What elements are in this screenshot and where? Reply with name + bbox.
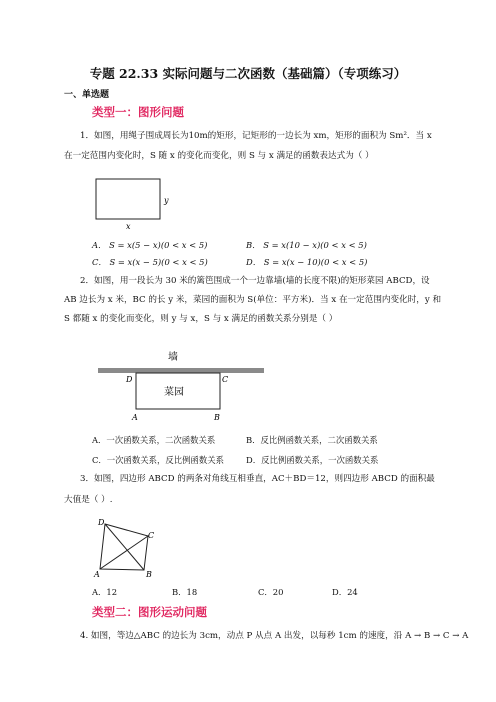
q1-option-b[interactable]: B． S = x(10 − x)(0 < x < 5) xyxy=(246,240,367,250)
q3-fig-a: A xyxy=(94,570,100,578)
q2-line2: AB 边长为 x 米，BC 的长 y 米，菜园的面积为 S(单位：平方米)．当 x 在一定范围内变化时，y 和 xyxy=(64,295,442,305)
q3-option-b[interactable]: B．18 xyxy=(172,587,198,597)
q3-option-a[interactable]: A．12 xyxy=(92,587,118,597)
q1-option-d[interactable]: D． S = x(x − 10)(0 < x < 5) xyxy=(246,257,368,267)
q2-fig-c: C xyxy=(222,375,229,384)
q3-diagonal-bd xyxy=(105,524,144,570)
q2-option-a[interactable]: A．一次函数关系，二次函数关系 xyxy=(92,435,216,445)
q1-rectangle-figure xyxy=(90,175,190,235)
q2-option-d[interactable]: D．反比例函数关系，一次函数关系 xyxy=(246,455,379,465)
q2-line1: 2．如图，用一段长为 30 米的篱笆围成一个一边靠墙(墙的长度不限)的矩形菜园 ABCD，设 xyxy=(80,276,430,286)
q1-option-c[interactable]: C． S = x(x − 5)(0 < x < 5) xyxy=(92,257,208,267)
q1-option-a[interactable]: A． S = x(5 − x)(0 < x < 5) xyxy=(92,240,208,250)
section-heading: 一、单选题 xyxy=(64,90,110,100)
q2-garden-figure xyxy=(92,348,272,424)
q2-line3: S 都随 x 的变化而变化，则 y 与 x，S 与 x 满足的函数关系分别是（ ） xyxy=(64,314,338,324)
q2-fig-a: A xyxy=(132,413,138,422)
type-heading-2: 类型二：图形运动问题 xyxy=(92,605,207,619)
page-title: 专题 22.33 实际问题与二次函数（基础篇）（专项练习） xyxy=(89,66,407,81)
q1-fig-x: x xyxy=(126,222,131,231)
q2-fig-b: B xyxy=(214,413,220,422)
type-heading-1: 类型一：图形问题 xyxy=(92,105,184,119)
q1-rectangle xyxy=(96,179,160,219)
q3-quadrilateral-figure xyxy=(92,516,162,578)
q3-line2: 大值是（ ）. xyxy=(64,495,113,505)
q3-option-c[interactable]: C．20 xyxy=(258,587,284,597)
q3-fig-d: D xyxy=(98,518,105,527)
q3-line1: 3．如图，四边形 ABCD 的两条对角线互相垂直，AC＋BD＝12，则四边形 ABCD 的面积最 xyxy=(80,474,435,484)
q3-option-d[interactable]: D．24 xyxy=(332,587,358,597)
q1-line1: 1．如图，用绳子围成周长为10m的矩形，记矩形的一边长为 xm，矩形的面积为 Sm²．当 x xyxy=(80,131,432,141)
q2-option-b[interactable]: B．反比例函数关系，二次函数关系 xyxy=(246,435,378,445)
q3-fig-c: C xyxy=(148,531,155,540)
q1-fig-y: y xyxy=(164,196,169,205)
q4-line1: 4. 如图，等边△ABC 的边长为 3cm，动点 P 从点 A 出发，以每秒 1cm 的速度，沿 A → B → C → A xyxy=(80,631,469,641)
q2-wall xyxy=(98,368,264,373)
q2-fig-garden: 菜园 xyxy=(164,387,184,398)
q2-fig-d: D xyxy=(126,375,133,384)
q2-option-c[interactable]: C．一次函数关系，反比例函数关系 xyxy=(92,455,225,465)
q1-line2: 在一定范围内变化时，S 随 x 的变化而变化，则 S 与 x 满足的函数表达式为（ ） xyxy=(64,151,374,161)
q3-diagonal-ac xyxy=(100,536,148,569)
q2-fig-wall: 墙 xyxy=(168,352,178,363)
q3-fig-b: B xyxy=(146,570,152,578)
